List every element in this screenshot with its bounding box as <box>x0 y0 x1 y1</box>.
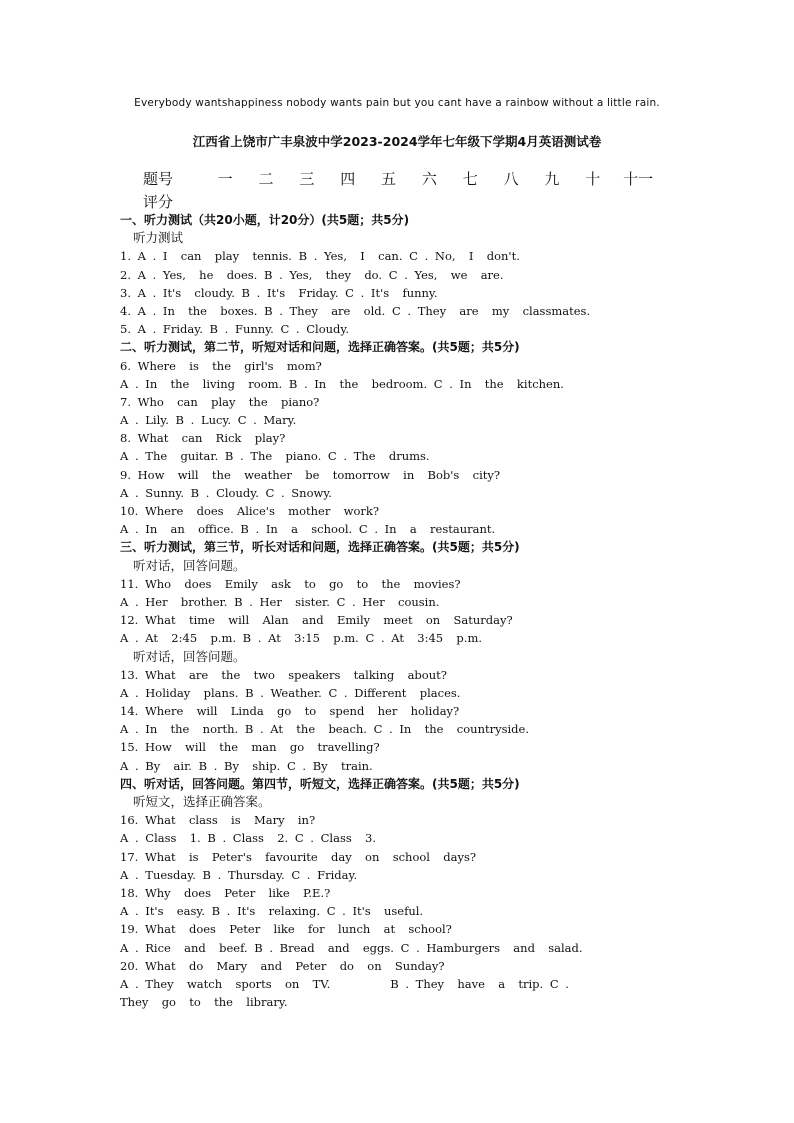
question-options: 1. A . I can play tennis. B . Yes, I can. C . No, I don't. <box>120 249 520 264</box>
exam-title: 江西省上饶市广丰泉波中学2023-2024学年七年级下学期4月英语测试卷 <box>192 134 602 149</box>
question-stem: 11. Who does Emily ask to go to the movies? <box>120 576 461 591</box>
question-options: 2. A . Yes, he does. B . Yes, they do. C . Yes, we are. <box>120 267 504 282</box>
score-label: 评分 <box>143 193 174 211</box>
exam-content <box>120 211 680 1011</box>
score-table-header-row <box>143 167 663 190</box>
answer-options: A . Lily. B . Lucy. C . Mary. <box>120 413 297 428</box>
question-options: 5. A . Friday. B . Funny. C . Cloudy. <box>120 322 350 337</box>
score-table-score-row <box>143 190 663 213</box>
score-col-11: 十一 <box>623 170 654 188</box>
motto-text: Everybody wantshappiness nobody wants pain but you cant have a rainbow without a little rain. <box>134 97 660 109</box>
answer-options-continued: They go to the library. <box>120 995 288 1010</box>
question-stem: 13. What are the two speakers talking about? <box>120 667 447 682</box>
question-stem: 18. Why does Peter like P.E.? <box>120 885 331 900</box>
section-heading: 二、听力测试，第二节，听短对话和问题，选择正确答案。(共5题；共5分) <box>120 340 520 355</box>
answer-options: A . Her brother. B . Her sister. C . Her cousin. <box>120 594 440 609</box>
answer-options: A . Rice and beef. B . Bread and eggs. C . Hamburgers and salad. <box>120 940 583 955</box>
option-b-c: B . They have a trip. C . <box>390 976 569 991</box>
question-stem: 17. What is Peter's favourite day on school days? <box>120 849 477 864</box>
question-stem: 20. What do Mary and Peter do on Sunday? <box>120 958 445 973</box>
answer-options: A . Tuesday. B . Thursday. C . Friday. <box>120 867 358 882</box>
answer-options: A . Holiday plans. B . Weather. C . Different places. <box>120 685 461 700</box>
score-col-6: 六 <box>421 170 437 188</box>
answer-options: A . The guitar. B . The piano. C . The drums. <box>120 449 430 464</box>
score-col-8: 八 <box>503 170 519 188</box>
question-stem: 9. How will the weather be tomorrow in Bob's city? <box>120 467 501 482</box>
answer-options: A . By air. B . By ship. C . By train. <box>120 758 373 773</box>
answer-options: A . In an office. B . In a school. C . In a restaurant. <box>120 522 496 537</box>
question-stem: 14. Where will Linda go to spend her holiday? <box>120 704 460 719</box>
score-col-7: 七 <box>462 170 478 188</box>
answer-options: A . Sunny. B . Cloudy. C . Snowy. <box>120 485 332 500</box>
option-a: A . They watch sports on TV. <box>120 976 331 991</box>
section-subheading: 听对话，回答问题。 <box>133 648 246 664</box>
answer-options: A . In the north. B . At the beach. C . In the countryside. <box>120 722 529 737</box>
section-subheading: 听力测试 <box>133 230 184 246</box>
section-subheading: 听短文，选择正确答案。 <box>133 794 271 809</box>
question-options: 3. A . It's cloudy. B . It's Friday. C . It's funny. <box>120 285 438 300</box>
section-subheading: 听对话，回答问题。 <box>133 557 246 573</box>
question-stem: 19. What does Peter like for lunch at school? <box>120 922 452 937</box>
question-stem: 15. How will the man go travelling? <box>120 740 380 755</box>
section-heading: 三、听力测试，第三节，听长对话和问题，选择正确答案。(共5题；共5分) <box>120 540 520 555</box>
answer-options: A . At 2:45 p.m. B . At 3:15 p.m. C . At 3:45 p.m. <box>120 631 483 646</box>
question-stem: 8. What can Rick play? <box>120 431 286 446</box>
score-col-10: 十 <box>585 170 601 188</box>
score-col-5: 五 <box>381 170 397 188</box>
section-heading: 一、听力测试（共20小题，计20分）(共5题；共5分) <box>120 213 410 227</box>
answer-options: A . Class 1. B . Class 2. C . Class 3. <box>120 831 377 846</box>
score-col-2: 二 <box>258 170 274 188</box>
answer-options <box>120 975 680 993</box>
score-col-4: 四 <box>340 170 356 188</box>
answer-options: A . It's easy. B . It's relaxing. C . It's useful. <box>120 904 424 919</box>
question-stem: 6. Where is the girl's mom? <box>120 358 322 373</box>
question-stem: 12. What time will Alan and Emily meet on Saturday? <box>120 613 513 628</box>
section-heading: 四、听对话，回答问题。第四节，听短文，选择正确答案。(共5题；共5分) <box>120 776 520 791</box>
answer-options: A . In the living room. B . In the bedroom. C . In the kitchen. <box>120 376 564 391</box>
score-col-1: 一 <box>217 170 233 188</box>
question-stem: 10. Where does Alice's mother work? <box>120 504 380 518</box>
score-col-9: 九 <box>544 170 560 188</box>
question-stem: 16. What class is Mary in? <box>120 813 316 828</box>
question-number-label: 题号 <box>143 170 174 188</box>
question-stem: 7. Who can play the piano? <box>120 394 320 409</box>
score-table <box>143 167 663 213</box>
score-col-3: 三 <box>299 170 315 188</box>
question-options: 4. A . In the boxes. B . They are old. C . They are my classmates. <box>120 303 591 318</box>
